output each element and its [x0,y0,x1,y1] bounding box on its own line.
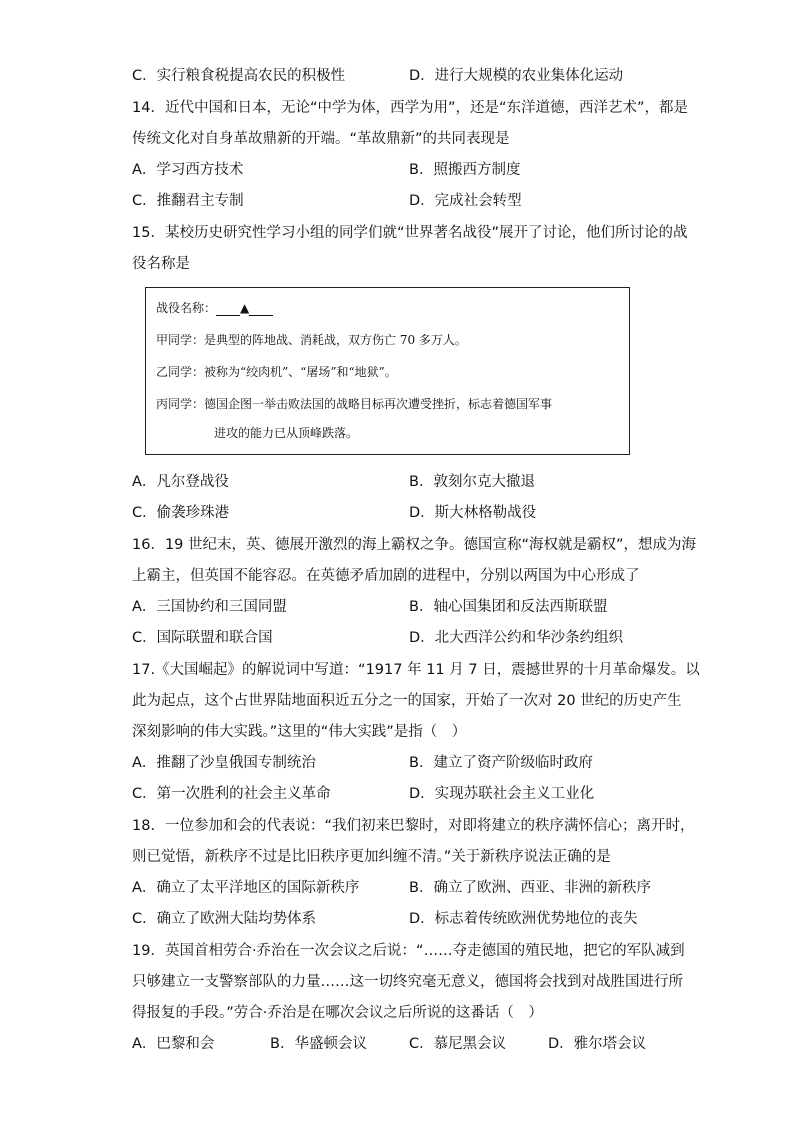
q17-option-a[interactable]: A．推翻了沙皇俄国专制统治 [132,755,316,771]
q19-option-b[interactable]: B．华盛顿会议 [270,1036,367,1052]
q15-box-yi: 乙同学：被称为“绞肉机”、“屠场”和“地狱”。 [156,365,397,379]
answer-blank-right [249,303,273,316]
q14-option-d[interactable]: D．完成社会转型 [409,193,522,209]
q14-option-b[interactable]: B．照搬西方制度 [409,162,521,178]
q14-stem-line2: 传统文化对自身革故鼎新的开端。“革故鼎新”的共同表现是 [132,131,510,147]
q16-stem-line2: 上霸主，但英国不能容忍。在英德矛盾加剧的进程中，分别以两国为中心形成了 [132,568,640,584]
q17-stem-line3: 深刻影响的伟大实践。”这里的“伟大实践”是指（ ） [132,724,467,740]
q16-option-c[interactable]: C．国际联盟和联合国 [132,630,273,646]
q18-option-b[interactable]: B．确立了欧洲、西亚、非洲的新秩序 [409,880,651,896]
q13-option-c[interactable]: C．实行粮食税提高农民的积极性 [132,68,346,84]
q18-stem-line1: 18．一位参加和会的代表说：“我们初来巴黎时，对即将建立的秩序满怀信心；离开时， [132,818,695,834]
q15-box-title [156,300,273,316]
q17-stem-line1: 17.《大国崛起》的解说词中写道：“1917 年 11 月 7 日，震撼世界的十月革命爆发。以 [132,662,700,678]
q15-option-d[interactable]: D．斯大林格勒战役 [409,505,537,521]
q18-stem-line2: 则已觉悟，新秩序不过是比旧秩序更加纠缠不清。”关于新秩序说法正确的是 [132,849,611,865]
q13-option-d[interactable]: D．进行大规模的农业集体化运动 [409,68,624,84]
q19-option-a[interactable]: A．巴黎和会 [132,1036,215,1052]
q15-option-b[interactable]: B．敦刻尔克大撤退 [409,474,535,490]
q17-option-b[interactable]: B．建立了资产阶级临时政府 [409,755,593,771]
q19-stem-line1: 19．英国首相劳合·乔治在一次会议之后说：“……夺走德国的殖民地，把它的军队减到 [132,943,685,959]
q15-box-bing-line1: 丙同学：德国企图一举击败法国的战略目标再次遭受挫折，标志着德国军事 [156,397,553,411]
q16-option-b[interactable]: B．轴心国集团和反法西斯联盟 [409,599,608,615]
q19-option-d[interactable]: D．雅尔塔会议 [548,1036,647,1052]
q17-stem-line2: 此为起点，这个占世界陆地面积近五分之一的国家，开始了一次对 20 世纪的历史产生 [132,693,682,709]
q18-option-a[interactable]: A．确立了太平洋地区的国际新秩序 [132,880,360,896]
q19-stem-line2: 只够建立一支警察部队的力量……这一切终究毫无意义，德国将会找到对战胜国进行所 [132,974,683,990]
q14-option-c[interactable]: C．推翻君主专制 [132,193,244,209]
q15-material-box [145,287,630,455]
q18-option-d[interactable]: D．标志着传统欧洲优势地位的丧失 [409,911,638,927]
q17-option-c[interactable]: C．第一次胜利的社会主义革命 [132,786,331,802]
q15-box-bing-line2: 进攻的能力已从顶峰跌落。 [214,426,359,440]
answer-blank-left [216,303,240,316]
q15-option-c[interactable]: C．偷袭珍珠港 [132,505,230,521]
q15-box-jia: 甲同学：是典型的阵地战、消耗战，双方伤亡 70 多万人。 [156,333,467,347]
q14-option-a[interactable]: A．学习西方技术 [132,162,244,178]
q16-stem-line1: 16．19 世纪末，英、德展开激烈的海上霸权之争。德国宣称“海权就是霸权”，想成为海 [132,537,697,553]
q16-option-d[interactable]: D．北大西洋公约和华沙条约组织 [409,630,624,646]
q15-option-a[interactable]: A．凡尔登战役 [132,474,229,490]
q18-option-c[interactable]: C．确立了欧洲大陆均势体系 [132,911,317,927]
q15-stem-line2: 役名称是 [132,256,190,272]
q15-stem-line1: 15．某校历史研究性学习小组的同学们就“世界著名战役”展开了讨论，他们所讨论的战 [132,225,688,241]
q15-box-title-label: 战役名称： [156,301,217,315]
triangle-marker: ▲ [240,301,250,315]
q19-option-c[interactable]: C．慕尼黑会议 [409,1036,507,1052]
q17-option-d[interactable]: D．实现苏联社会主义工业化 [409,786,595,802]
q16-option-a[interactable]: A．三国协约和三国同盟 [132,599,287,615]
q14-stem-line1: 14．近代中国和日本，无论“中学为体，西学为用”，还是“东洋道德，西洋艺术”，都是 [132,100,688,116]
q19-stem-line3: 得报复的手段。”劳合·乔治是在哪次会议之后所说的这番话（ ） [132,1005,543,1021]
